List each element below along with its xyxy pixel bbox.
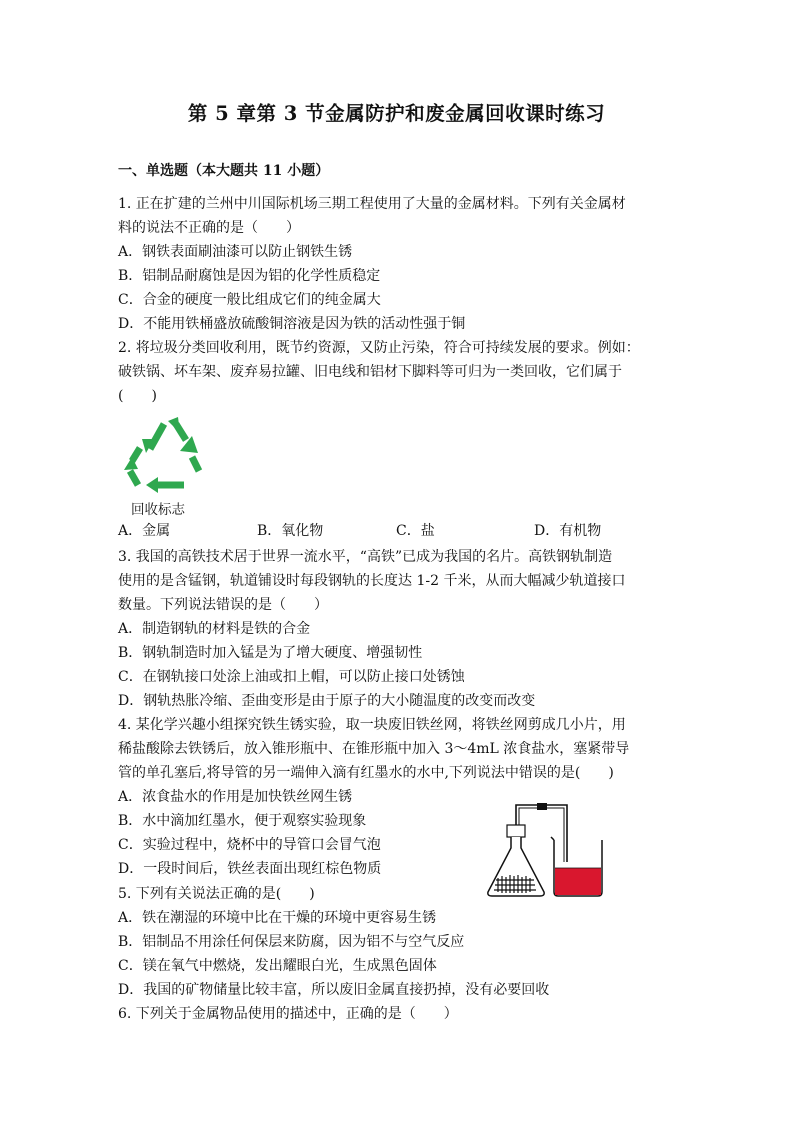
q2-stem-line-3: ( )	[118, 388, 157, 404]
page-title: 第 5 章第 3 节金属防护和废金属回收课时练习	[187, 102, 606, 125]
q3-stem-line-3: 数量。下列说法错误的是（ ）	[118, 597, 328, 613]
q2-stem-line-2: 破铁锅、坏车架、废弃易拉罐、旧电线和铝材下脚料等可归为一类回收，它们属于	[118, 364, 622, 380]
q1-option-d: D．不能用铁桶盛放硫酸铜溶液是因为铁的活动性强于铜	[118, 316, 466, 332]
q2-image-caption: 回收标志	[131, 502, 185, 518]
q1-stem-line-1: 1. 正在扩建的兰州中川国际机场三期工程使用了大量的金属材料。下列有关金属材	[118, 196, 626, 212]
q3-option-b: B．钢轨制造时加入锰是为了增大硬度、增强韧性	[118, 645, 423, 661]
q1-stem-line-2: 料的说法不正确的是（ ）	[118, 220, 300, 236]
q2-option-d: D．有机物	[534, 523, 602, 539]
q3-stem-line-1: 3. 我国的高铁技术居于世界一流水平，“高铁”已成为我国的名片。高铁钢轨制造	[118, 549, 613, 565]
q4-stem-line-1: 4. 某化学兴趣小组探究铁生锈实验，取一块废旧铁丝网，将铁丝网剪成几小片，用	[118, 717, 626, 733]
q4-option-d: D．一段时间后，铁丝表面出现红棕色物质	[118, 861, 382, 877]
q4-stem-line-3: 管的单孔塞后,将导管的另一端伸入滴有红墨水的水中,下列说法中错误的是( )	[118, 765, 614, 781]
q5-option-d: D．我国的矿物储量比较丰富，所以废旧金属直接扔掉，没有必要回收	[118, 982, 550, 998]
q4-option-c: C．实验过程中，烧杯中的导管口会冒气泡	[118, 837, 381, 853]
q1-option-a: A．钢铁表面刷油漆可以防止钢铁生锈	[118, 244, 353, 260]
q2-option-a: A．金属	[118, 523, 171, 539]
q5-option-b: B．铝制品不用涂任何保层来防腐，因为铝不与空气反应	[118, 934, 465, 950]
q3-option-d: D．钢轨热胀冷缩、歪曲变形是由于原子的大小随温度的改变而改变	[118, 693, 536, 709]
q6-stem: 6. 下列关于金属物品使用的描述中，正确的是（ ）	[118, 1006, 458, 1022]
q3-option-a: A．制造钢轨的材料是铁的合金	[118, 621, 311, 637]
q4-option-a: A．浓食盐水的作用是加快铁丝网生锈	[118, 789, 353, 805]
section-heading: 一、单选题（本大题共 11 小题）	[118, 163, 330, 179]
recycle-symbol-icon	[120, 409, 212, 493]
q5-stem: 5. 下列有关说法正确的是( )	[118, 886, 315, 902]
q3-stem-line-2: 使用的是含锰钢，轨道铺设时每段钢轨的长度达 1-2 千米，从而大幅减少轨道接口	[118, 573, 626, 589]
q5-option-a: A．铁在潮湿的环境中比在干燥的环境中更容易生锈	[118, 910, 437, 926]
q4-stem-line-2: 稀盐酸除去铁锈后，放入锥形瓶中、在锥形瓶中加入 3～4mL 浓食盐水，塞紧带导	[118, 741, 630, 757]
q3-option-c: C．在钢轨接口处涂上油或扣上帽，可以防止接口处锈蚀	[118, 669, 465, 685]
experiment-apparatus-icon	[484, 800, 606, 900]
q4-option-b: B．水中滴加红墨水，便于观察实验现象	[118, 813, 367, 829]
q5-option-c: C．镁在氧气中燃烧，发出耀眼白光，生成黑色固体	[118, 958, 437, 974]
q1-option-b: B．铝制品耐腐蚀是因为铝的化学性质稳定	[118, 268, 381, 284]
q1-option-c: C．合金的硬度一般比组成它们的纯金属大	[118, 292, 381, 308]
q2-stem-line-1: 2. 将垃圾分类回收利用，既节约资源，又防止污染，符合可持续发展的要求。例如：	[118, 340, 640, 356]
q2-option-c: C．盐	[396, 523, 435, 539]
q2-option-b: B．氧化物	[257, 523, 324, 539]
